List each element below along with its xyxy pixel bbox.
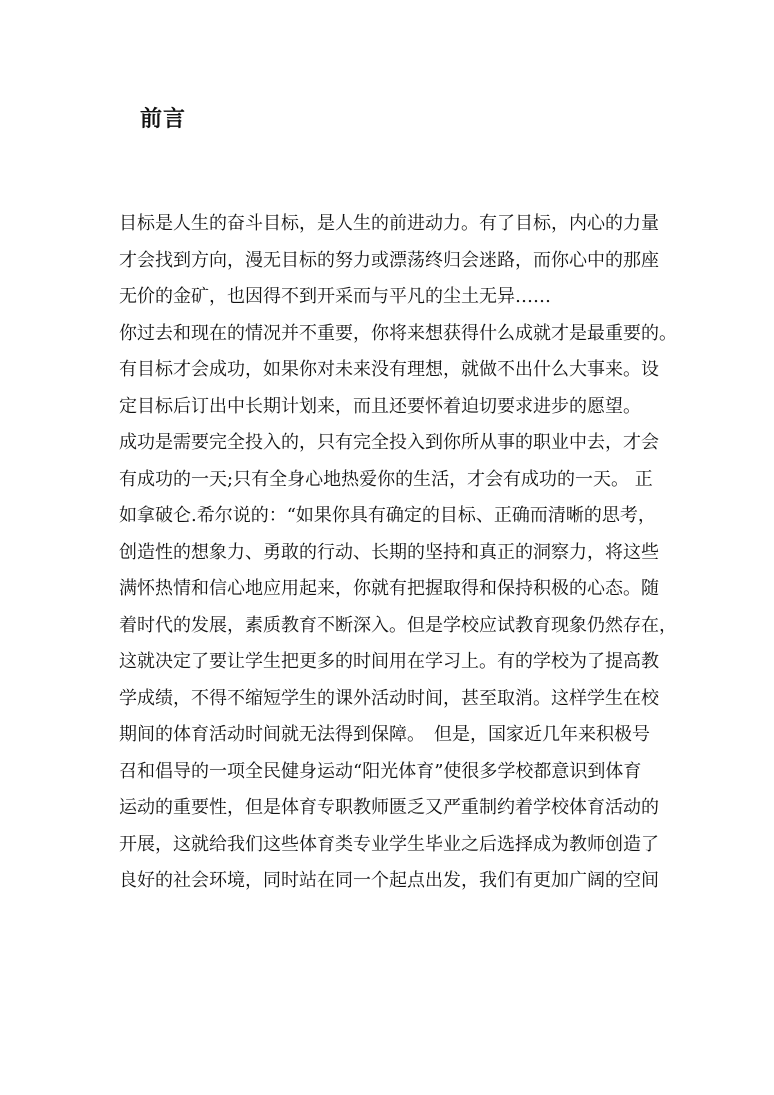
text-line: 召和倡导的一项全民健身运动“阳光体育”使很多学校都意识到体育: [119, 760, 642, 782]
text-line: 满怀热情和信心地应用起来，你就有把握取得和保持积极的心态。随: [119, 578, 659, 599]
text-line: 良好的社会环境，同时站在同一个起点出发，我们有更加广阔的空间: [119, 870, 659, 891]
text-line: 目标是人生的奋斗目标，是人生的前进动力。有了目标，内心的力量: [119, 213, 659, 234]
text-line: 如拿破仑.希尔说的：“如果你具有确定的目标、正确而清晰的思考，: [119, 505, 656, 526]
body-text: [119, 206, 679, 900]
text-line: 创造性的想象力、勇敢的行动、长期的坚持和真正的洞察力，将这些: [119, 541, 659, 563]
text-line: 有成功的一天;只有全身心地热爱你的生活，才会有成功的一天。 正: [119, 468, 653, 490]
text-line: 无价的金矿，也因得不到开采而与平凡的尘土无异……: [119, 286, 551, 307]
page-title: 前言: [140, 106, 187, 132]
text-line: 有目标才会成功，如果你对未来没有理想，就做不出什么大事来。设: [119, 359, 659, 380]
text-line: 定目标后订出中长期计划来，而且还要怀着迫切要求进步的愿望。: [119, 395, 641, 417]
text-line: 开展，这就给我们这些体育类专业学生毕业之后选择成为教师创造了: [119, 833, 659, 855]
text-line: 才会找到方向，漫无目标的努力或漂荡终归会迷路，而你心中的那座: [119, 249, 659, 271]
text-line: 成功是需要完全投入的，只有完全投入到你所从事的职业中去，才会: [119, 432, 659, 453]
text-line: 学成绩，不得不缩短学生的课外活动时间，甚至取消。这样学生在校: [119, 687, 659, 709]
text-line: 着时代的发展，素质教育不断深入。但是学校应试教育现象仍然存在，: [119, 614, 677, 636]
text-line: 期间的体育活动时间就无法得到保障。 但是，国家近几年来积极号: [119, 724, 650, 745]
text-line: 这就决定了要让学生把更多的时间用在学习上。有的学校为了提高教: [119, 651, 659, 672]
text-line: 运动的重要性，但是体育专职教师匮乏又严重制约着学校体育活动的: [119, 797, 659, 818]
text-line: 你过去和现在的情况并不重要，你将来想获得什么成就才是最重要的。: [119, 322, 677, 344]
